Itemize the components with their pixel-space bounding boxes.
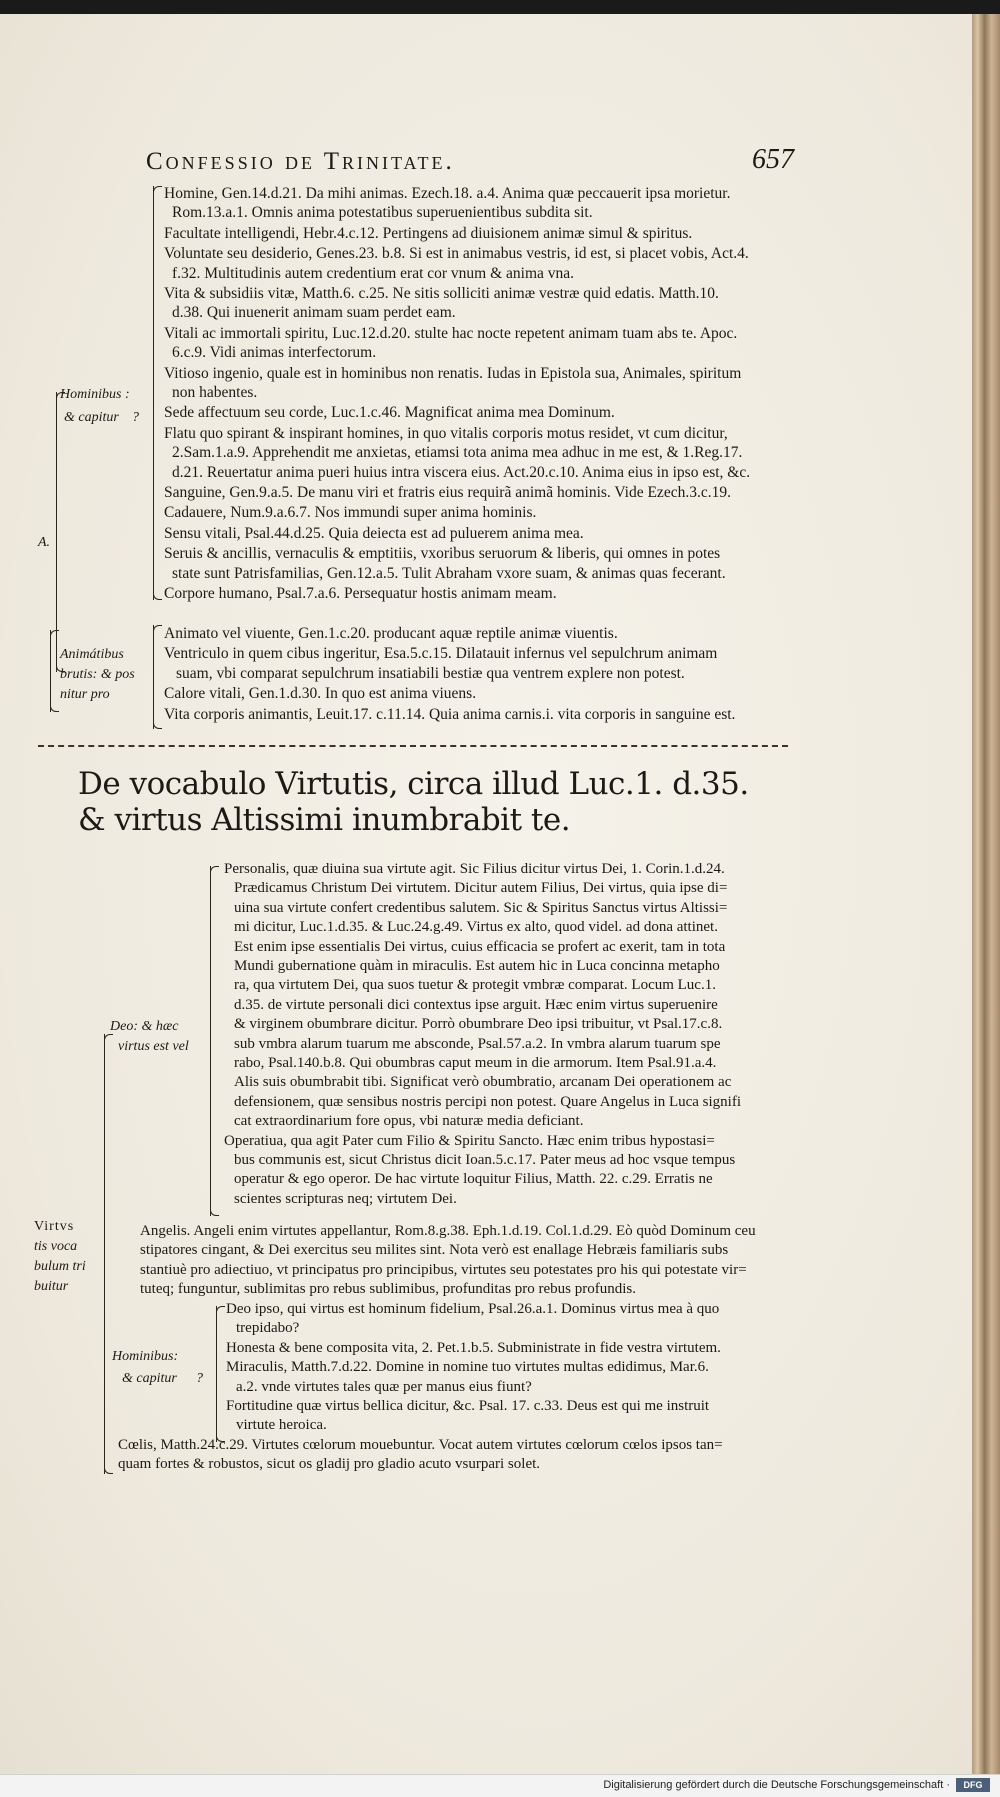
- animantibus-line: suam, vbi comparat sepulchrum insatiabili bestiæ qua ventrem explere non potest.: [176, 664, 685, 682]
- hominibus2-line: Miraculis, Matth.7.d.22. Domine in nomine tuo virtutes multas edidimus, Mar.6.: [226, 1359, 709, 1376]
- angelis-line: tuteq; funguntur, sublimitas pro rebus sublimibus, profunditas pro rebus profundis.: [140, 1281, 637, 1298]
- hominibus-line: state sunt Patrisfamilias, Gen.12.a.5. Tulit Abraham vxore suam, & animas quas fecerant.: [172, 564, 726, 582]
- hominibus2-label-2: & capitur: [122, 1371, 177, 1386]
- hominibus-line: Voluntate seu desiderio, Genes.23. b.8. Si est in animabus vestris, id est, si placet vobis, Act.4.: [164, 245, 749, 263]
- deo-brace: [210, 866, 211, 1216]
- hominibus2-label-brace-glyph: ?: [196, 1371, 203, 1386]
- hominibus-line: 2.Sam.1.a.9. Apprehendit me anxietas, etiamsi tota anima mea adhuc in me est, & 1.Reg.17.: [172, 444, 743, 462]
- deo-line: bus communis est, sicut Christus dicit Ioan.5.c.17. Pater meus ad hoc vsque tempus: [234, 1152, 736, 1168]
- deo-line: Mundi gubernatione quàm in miraculis. Est autem hic in Luca concinna metapho: [234, 958, 720, 974]
- deo-line: & virginem obumbrare dicitur. Porrò obumbrare Deo ipsi tribuitur, vt Psal.17.c.8.: [234, 1016, 723, 1033]
- hominibus-line: Facultate intelligendi, Hebr.4.c.12. Pertingens ad diuisionem animæ simul & spiritus.: [164, 224, 693, 242]
- deo-line: Est enim ipse essentialis Dei virtus, cuius efficacia se profert ac exerit, tam in tota: [234, 938, 726, 955]
- deo-line: Alis suis obumbrabit tibi. Significat verò obumbratio, arcanam Dei operationem ac: [234, 1074, 732, 1091]
- deo-line: Personalis, quæ diuina sua virtute agit. Sic Filius dicitur virtus Dei, 1. Corin.1.d.24.: [224, 861, 725, 877]
- deo-line: ra, qua virtutem Dei, qua suos tuetur & protegit vmbræ comparat. Locum Luc.1.: [234, 977, 716, 994]
- hominibus-line: 6.c.9. Vidi animas interfectorum.: [172, 344, 377, 362]
- hominibus-line: Flatu quo spirant & inspirant homines, in quo vitalis corporis motus residet, vt cum dicitur,: [164, 424, 728, 442]
- hominibus-line: d.21. Reuertatur anima pueri huius intra viscera eius. Act.20.c.10. Anima eius in ipso est, &c.: [172, 463, 751, 481]
- hominibus-line: d.38. Qui inuenerit animam suam perdet eam.: [172, 304, 456, 322]
- hominibus-line: Vitioso ingenio, quale est in hominibus non renatis. Iudas in Epistola sua, Animales, spiritum: [164, 364, 742, 382]
- deo-line: Prædicamus Christum Dei virtutem. Dicitur autem Filius, Dei virtus, quia ipse di=: [234, 880, 728, 897]
- hominibus-line: Rom.13.a.1. Omnis anima potestatibus superuenientibus subdita sit.: [172, 204, 593, 222]
- running-head: Confessio de Trinitate.: [146, 148, 455, 175]
- section-divider: [38, 745, 788, 747]
- hominibus2-line: Deo ipso, qui virtus est hominum fidelium, Psal.26.a.1. Dominus virtus mea à quo: [226, 1301, 720, 1317]
- virtus-label-3: bulum tri: [34, 1259, 86, 1274]
- deo-label-1: Deo: & hæc: [110, 1019, 179, 1034]
- animantibus-label-1: Animátibus: [60, 647, 124, 662]
- angelis-line: Angelis. Angeli enim virtutes appellantur, Rom.8.g.38. Eph.1.d.19. Col.1.d.29. Eò quòd Dominum ceu: [140, 1223, 756, 1239]
- animantibus-outer-brace: [50, 630, 51, 712]
- animantibus-line: Calore vitali, Gen.1.d.30. In quo est anima viuens.: [164, 685, 477, 703]
- deo-line: cat extraordinarium fore opus, vbi naturæ media deficiant.: [234, 1113, 584, 1130]
- hominibus2-line: virtute heroica.: [236, 1417, 327, 1434]
- animantibus-brace: [153, 625, 154, 729]
- hominibus-line: Vita & subsidiis vitæ, Matth.6. c.25. Ne sitis solliciti animæ vestræ quid edatis. Matth.10.: [164, 285, 719, 302]
- hominibus-label-2: & capitur: [64, 410, 119, 425]
- hominibus-line: Vitali ac immortali spiritu, Luc.12.d.20. stulte hac nocte repetent animam tuam abs te. Apoc.: [164, 324, 738, 342]
- outer-label: A.: [38, 535, 51, 550]
- hominibus-label-brace-glyph: ?: [132, 410, 139, 425]
- hominibus2-label-1: Hominibus:: [112, 1349, 179, 1364]
- deo-line: d.35. de virtute personali dici contextus ipse arguit. Hæc enim virtus superuenire: [234, 996, 718, 1013]
- section-title: De vocabulo Virtutis, circa illud Luc.1. d.35. & virtus Altissimi inumbrabit te.: [78, 766, 749, 838]
- hominibus-line: Cadauere, Num.9.a.6.7. Nos immundi super anima hominis.: [164, 504, 537, 522]
- hominibus-line: non habentes.: [172, 384, 258, 401]
- page-edge: [972, 14, 1000, 1774]
- hominibus2-line: Honesta & bene composita vita, 2. Pet.1.b.5. Subministrate in fide vestra virtutem.: [226, 1339, 721, 1356]
- angelis-line: stipatores cingant, & Dei exercitus seu milites sint. Nota verò est enallage Hebræis familiaris subs: [140, 1242, 729, 1259]
- hominibus-label-1: Hominibus :: [60, 387, 130, 402]
- book-page: [0, 14, 972, 1774]
- deo-line: rabo, Psal.140.b.8. Qui obumbras caput meum in die armorum. Item Psal.91.a.4.: [234, 1055, 717, 1071]
- page-number: 657: [752, 144, 794, 175]
- deo-label-2: virtus est vel: [118, 1039, 189, 1054]
- deo-line: uina sua virtute confert credentibus salutem. Sic & Spiritus Sanctus virtus Altissi=: [234, 899, 728, 916]
- hominibus2-line: a.2. vnde virtutes tales quæ per manus eius fiunt?: [236, 1378, 532, 1395]
- virtus-brace: [104, 1034, 105, 1474]
- virtus-label-2: tis voca: [34, 1239, 78, 1254]
- deo-line: scientes scripturas neq; virtutem Dei.: [234, 1190, 457, 1207]
- coelis-line: quam fortes & robustos, sicut os gladij pro gladio acuto vsurpari solet.: [118, 1456, 541, 1473]
- dfg-logo: DFG: [956, 1778, 990, 1792]
- angelis-line: stantiuè pro adiectiuo, vt principatus pro principibus, virtutes seu potestates pro his qui potestate vir=: [140, 1261, 747, 1278]
- virtus-label-1: Virtvs: [34, 1219, 75, 1234]
- deo-line: operatur & ego operor. De hac virtute loquitur Filius, Matth. 22. c.29. Erratis ne: [234, 1171, 713, 1188]
- hominibus-line: Seruis & ancillis, vernaculis & emptitiis, vxoribus seruorum & liberis, qui omnes in potes: [164, 545, 721, 563]
- hominibus-line: f.32. Multitudinis autem credentium erat cor vnum & anima vna.: [172, 264, 575, 282]
- footer-bar: [0, 1774, 1000, 1797]
- hominibus-line: Sanguine, Gen.9.a.5. De manu viri et fratris eius requirã animã hominis. Vide Ezech.3.c.19.: [164, 484, 731, 501]
- hominibus-line: Sensu vitali, Psal.44.d.25. Quia deiecta est ad puluerem anima mea.: [164, 524, 584, 542]
- hominibus-brace: [153, 186, 154, 600]
- virtus-label-4: buitur: [34, 1279, 69, 1294]
- deo-line: mi dicitur, Luc.1.d.35. & Luc.24.g.49. Virtus ex alto, quod videl. ad dona attinet.: [234, 919, 718, 936]
- coelis-line: Cœlis, Matth.24.c.29. Virtutes cœlorum mouebuntur. Vocat autem virtutes cœlorum cœlos ipsos tan=: [118, 1437, 723, 1453]
- animantibus-label-3: nitur pro: [60, 687, 110, 702]
- hominibus2-brace: [216, 1306, 217, 1442]
- hominibus-line: Homine, Gen.14.d.21. Da mihi animas. Ezech.18. a.4. Anima quæ peccauerit ipsa morietur.: [164, 185, 731, 202]
- animantibus-line: Ventriculo in quem cibus ingeritur, Esa.5.c.15. Dilatauit infernus vel sepulchrum animam: [164, 645, 718, 663]
- deo-line: defensionem, quæ sensibus nostris percipi non potest. Quare Angelus in Luca signifi: [234, 1093, 742, 1110]
- hominibus2-line: trepidabo?: [236, 1320, 300, 1337]
- footer-credit: Digitalisierung gefördert durch die Deutsche Forschungsgemeinschaft ·: [603, 1779, 950, 1791]
- hominibus-line: Corpore humano, Psal.7.a.6. Persequatur hostis animam meam.: [164, 585, 557, 602]
- hominibus-line: Sede affectuum seu corde, Luc.1.c.46. Magnificat anima mea Dominum.: [164, 404, 615, 422]
- deo-line: Operatiua, qua agit Pater cum Filio & Spiritu Sancto. Hæc enim tribus hypostasi=: [224, 1132, 715, 1149]
- animantibus-line: Animato vel viuente, Gen.1.c.20. producant aquæ reptile animæ viuentis.: [164, 625, 618, 642]
- animantibus-line: Vita corporis animantis, Leuit.17. c.11.14. Quia anima carnis.i. vita corporis in sanguine est.: [164, 705, 736, 723]
- hominibus2-line: Fortitudine quæ virtus bellica dicitur, &c. Psal. 17. c.33. Deus est qui me instruit: [226, 1398, 710, 1414]
- deo-line: sub vmbra alarum tuarum me absconde, Psal.57.a.2. In vmbra alarum tuarum spe: [234, 1035, 721, 1052]
- animantibus-label-2: brutis: & pos: [60, 667, 135, 682]
